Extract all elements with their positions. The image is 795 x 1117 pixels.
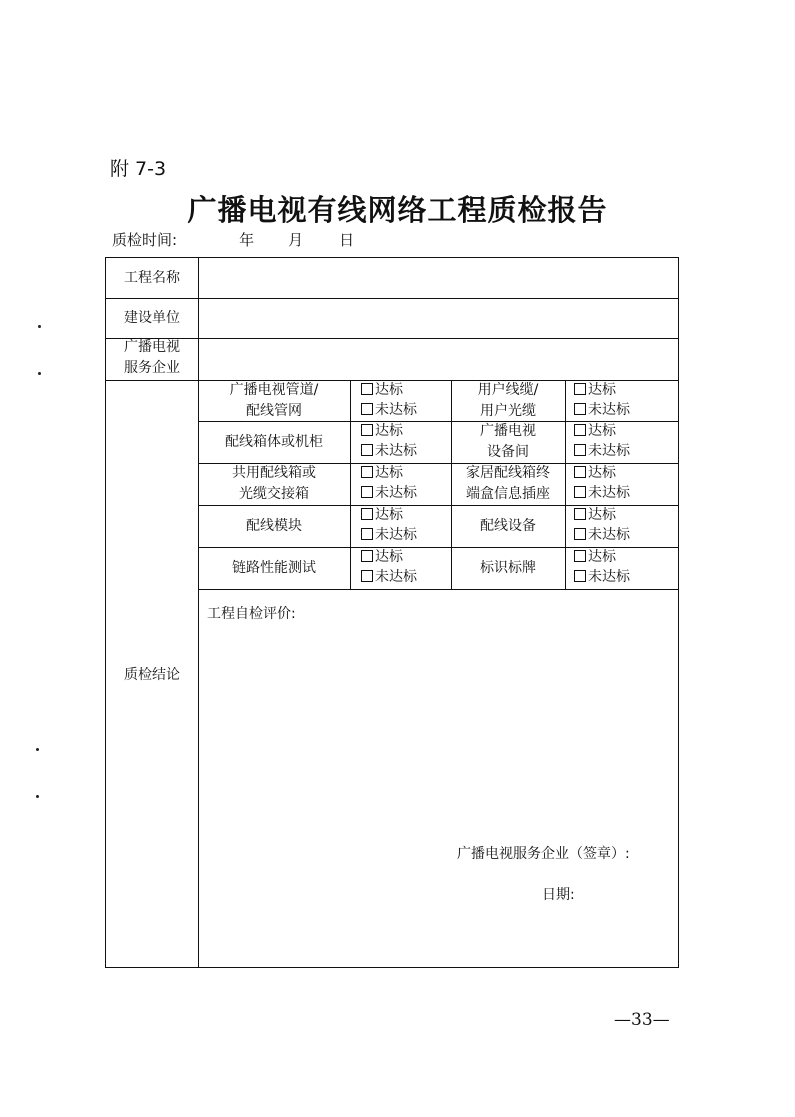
checkbox-icon bbox=[361, 550, 373, 562]
month-label: 月 bbox=[288, 231, 304, 249]
checkbox-label: 达标 bbox=[588, 423, 616, 439]
checkbox-icon bbox=[361, 444, 373, 456]
right-pass-checkbox-4[interactable] bbox=[574, 547, 616, 568]
check-item-right-2-line: 家居配线箱终 bbox=[466, 465, 550, 481]
project-name-label: 工程名称 bbox=[124, 269, 180, 286]
left-pass-checkbox-0[interactable] bbox=[361, 380, 403, 401]
checkbox-label: 达标 bbox=[375, 507, 403, 523]
checklist-column-divider bbox=[565, 380, 566, 589]
inspection-time-label: 质检时间: bbox=[112, 231, 178, 249]
checkbox-label: 未达标 bbox=[588, 527, 630, 543]
check-item-left-0-line: 广播电视管道/ bbox=[229, 381, 319, 398]
left-fail-checkbox-2[interactable] bbox=[361, 483, 417, 504]
checkbox-label: 未达标 bbox=[588, 569, 630, 585]
margin-mark bbox=[38, 372, 41, 375]
left-pass-checkbox-1[interactable] bbox=[361, 421, 403, 442]
checkbox-icon bbox=[361, 466, 373, 478]
service-company-line1: 广播电视 bbox=[124, 339, 180, 355]
check-item-right-1 bbox=[451, 421, 565, 463]
checkbox-icon bbox=[361, 528, 373, 540]
checkbox-label: 达标 bbox=[588, 382, 616, 398]
check-item-left-4 bbox=[198, 547, 350, 589]
check-item-right-0-line: 用户线缆/ bbox=[477, 381, 539, 398]
check-item-left-2 bbox=[198, 463, 350, 505]
check-item-right-0-line: 用户光缆 bbox=[480, 402, 536, 419]
service-company-label bbox=[106, 338, 198, 378]
right-pass-checkbox-3[interactable] bbox=[574, 505, 616, 526]
margin-mark bbox=[38, 325, 41, 328]
check-item-left-3-line: 配线模块 bbox=[246, 517, 302, 534]
year-label: 年 bbox=[239, 231, 255, 249]
checkbox-icon bbox=[574, 570, 586, 582]
check-item-right-3-line: 配线设备 bbox=[480, 517, 536, 534]
checkbox-label: 达标 bbox=[588, 507, 616, 523]
checkbox-label: 达标 bbox=[375, 423, 403, 439]
checkbox-icon bbox=[574, 383, 586, 395]
checkbox-icon bbox=[574, 444, 586, 456]
checkbox-icon bbox=[361, 570, 373, 582]
conclusion-label: 质检结论 bbox=[124, 666, 180, 683]
check-item-right-2 bbox=[451, 463, 565, 505]
checkbox-label: 达标 bbox=[375, 382, 403, 398]
right-fail-checkbox-1[interactable] bbox=[574, 441, 630, 462]
left-fail-checkbox-3[interactable] bbox=[361, 525, 417, 546]
checkbox-label: 达标 bbox=[375, 465, 403, 481]
margin-mark bbox=[36, 748, 39, 751]
checkbox-icon bbox=[574, 403, 586, 415]
checkbox-icon bbox=[574, 508, 586, 520]
left-fail-checkbox-4[interactable] bbox=[361, 567, 417, 588]
checkbox-label: 未达标 bbox=[375, 485, 417, 501]
check-item-left-2-line: 共用配线箱或 bbox=[232, 465, 316, 481]
date-label: 日期: bbox=[542, 887, 575, 903]
check-item-right-2-line: 端盒信息插座 bbox=[466, 486, 550, 502]
check-item-left-3 bbox=[198, 505, 350, 547]
right-pass-checkbox-1[interactable] bbox=[574, 421, 616, 442]
appendix-label: 附 7-3 bbox=[110, 158, 167, 180]
checkbox-label: 未达标 bbox=[588, 402, 630, 418]
left-pass-checkbox-4[interactable] bbox=[361, 547, 403, 568]
checkbox-label: 达标 bbox=[588, 465, 616, 481]
checkbox-label: 达标 bbox=[588, 549, 616, 565]
day-label: 日 bbox=[339, 231, 355, 249]
check-item-right-0 bbox=[451, 380, 565, 421]
checklist-row-divider bbox=[198, 589, 679, 590]
right-fail-checkbox-2[interactable] bbox=[574, 483, 630, 504]
checkbox-icon bbox=[361, 403, 373, 415]
checkbox-label: 未达标 bbox=[375, 527, 417, 543]
check-item-right-1-line: 广播电视 bbox=[480, 423, 536, 439]
construction-unit-label: 建设单位 bbox=[124, 309, 180, 326]
checkbox-icon bbox=[574, 550, 586, 562]
checkbox-icon bbox=[361, 508, 373, 520]
service-company-line2: 服务企业 bbox=[124, 360, 180, 376]
checkbox-label: 未达标 bbox=[375, 443, 417, 459]
check-item-right-3 bbox=[451, 505, 565, 547]
checkbox-icon bbox=[361, 383, 373, 395]
right-fail-checkbox-0[interactable] bbox=[574, 400, 630, 421]
checkbox-label: 未达标 bbox=[588, 443, 630, 459]
signature-label: 广播电视服务企业（签章）: bbox=[457, 846, 630, 862]
right-pass-checkbox-0[interactable] bbox=[574, 380, 616, 401]
checkbox-icon bbox=[574, 486, 586, 498]
inspection-time-line bbox=[112, 229, 354, 250]
checkbox-icon bbox=[574, 424, 586, 436]
check-item-right-4 bbox=[451, 547, 565, 589]
right-fail-checkbox-3[interactable] bbox=[574, 525, 630, 546]
check-item-left-0-line: 配线管网 bbox=[246, 402, 302, 419]
checklist-column-divider bbox=[350, 380, 351, 589]
left-fail-checkbox-0[interactable] bbox=[361, 400, 417, 421]
left-pass-checkbox-3[interactable] bbox=[361, 505, 403, 526]
label-column-divider bbox=[198, 257, 199, 968]
self-evaluation-label: 工程自检评价: bbox=[207, 606, 296, 622]
checkbox-icon bbox=[574, 466, 586, 478]
checkbox-icon bbox=[361, 424, 373, 436]
right-fail-checkbox-4[interactable] bbox=[574, 567, 630, 588]
page-number: —33— bbox=[614, 1010, 670, 1030]
margin-mark bbox=[36, 795, 39, 798]
left-pass-checkbox-2[interactable] bbox=[361, 463, 403, 484]
check-item-left-0 bbox=[198, 380, 350, 421]
right-pass-checkbox-2[interactable] bbox=[574, 463, 616, 484]
report-title: 广播电视有线网络工程质检报告 bbox=[187, 193, 608, 227]
check-item-left-1-line: 配线箱体或机柜 bbox=[225, 433, 323, 450]
checkbox-icon bbox=[574, 528, 586, 540]
check-item-left-4-line: 链路性能测试 bbox=[232, 559, 316, 576]
checkbox-icon bbox=[361, 486, 373, 498]
check-item-left-2-line: 光缆交接箱 bbox=[239, 486, 309, 502]
left-fail-checkbox-1[interactable] bbox=[361, 441, 417, 462]
checkbox-label: 未达标 bbox=[375, 569, 417, 585]
check-item-right-4-line: 标识标牌 bbox=[480, 559, 536, 576]
checkbox-label: 达标 bbox=[375, 549, 403, 565]
check-item-right-1-line: 设备间 bbox=[487, 444, 529, 460]
checkbox-label: 未达标 bbox=[588, 485, 630, 501]
check-item-left-1 bbox=[198, 421, 350, 463]
checkbox-label: 未达标 bbox=[375, 402, 417, 418]
